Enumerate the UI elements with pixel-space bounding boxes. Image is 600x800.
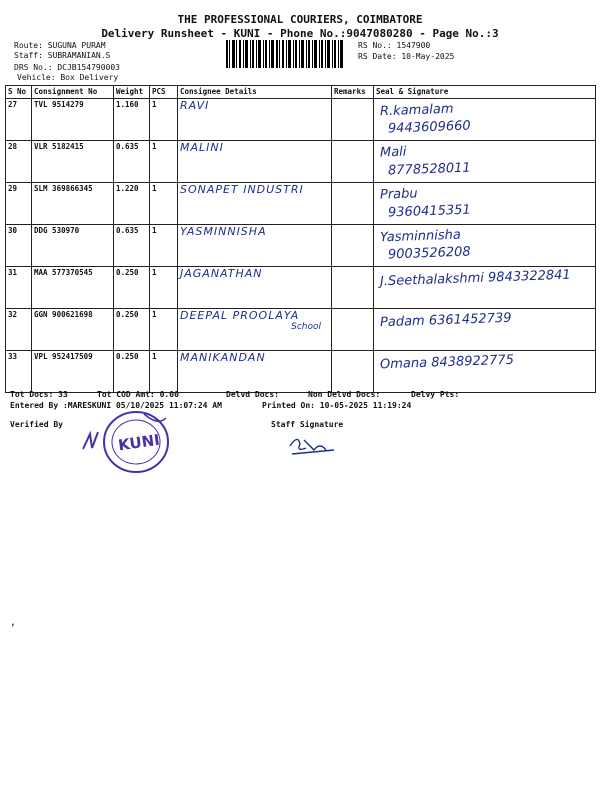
cell-consignment: MAA 577370545 <box>32 267 114 309</box>
consignee-name: SONAPET INDUSTRI <box>180 183 304 196</box>
recipient-signature: Prabu <box>379 186 418 203</box>
consignee-name: JAGANATHAN <box>180 267 263 280</box>
cell-consignee <box>178 99 332 141</box>
cell-consignee <box>178 183 332 225</box>
consignee-name: DEEPAL PROOLAYA <box>180 309 300 322</box>
recipient-signature: Yasminnisha <box>379 227 462 246</box>
col-header-pcs: PCS <box>150 86 178 99</box>
cell-sno: 30 <box>6 225 32 267</box>
cell-remarks <box>332 267 374 309</box>
document-title: THE PROFESSIONAL COURIERS, COIMBATORE <box>177 13 423 26</box>
printed-on: Printed On: 10-05-2025 11:19:24 <box>262 401 412 410</box>
consignee-name: MALINI <box>180 141 224 154</box>
cell-consignment: TVL 9514279 <box>32 99 114 141</box>
cell-remarks <box>332 141 374 183</box>
col-header-seal: Seal & Signature <box>374 86 596 99</box>
cell-pcs: 1 <box>150 225 178 267</box>
cell-seal-signature <box>374 351 596 393</box>
delvd-docs: Delvd Docs: <box>226 390 279 399</box>
table-row <box>6 141 596 183</box>
cell-remarks <box>332 183 374 225</box>
cell-weight: 1.160 <box>114 99 150 141</box>
table-row <box>6 183 596 225</box>
cell-seal-signature <box>374 267 596 309</box>
table-header-row <box>6 86 596 99</box>
cell-weight: 1.220 <box>114 183 150 225</box>
cell-weight: 0.250 <box>114 267 150 309</box>
cell-pcs: 1 <box>150 99 178 141</box>
tot-docs: Tot Docs: 33 <box>10 390 68 399</box>
vehicle-label: Vehicle: Box Delivery <box>17 73 119 82</box>
cell-sno: 32 <box>6 309 32 351</box>
table-row <box>6 267 596 309</box>
scan-mark: , <box>10 617 17 628</box>
cell-sno: 33 <box>6 351 32 393</box>
cell-pcs: 1 <box>150 267 178 309</box>
cell-seal-signature <box>374 141 596 183</box>
col-header-weight: Weight <box>114 86 150 99</box>
cell-remarks <box>332 225 374 267</box>
staff-signature-mark <box>286 432 346 457</box>
rs-number: RS No.: 1547900 <box>358 41 431 50</box>
barcode <box>226 40 344 68</box>
cell-consignment: VLR 5182415 <box>32 141 114 183</box>
recipient-phone: 9360415351 <box>387 202 471 221</box>
tot-cod: Tot COD Amt: 0.00 <box>97 390 179 399</box>
cell-consignee <box>178 351 332 393</box>
col-header-remarks: Remarks <box>332 86 374 99</box>
delvy-pts: Delvy Pts: <box>411 390 460 399</box>
rs-date: RS Date: 10-May-2025 <box>358 52 455 61</box>
cell-seal-signature <box>374 99 596 141</box>
cell-consignee <box>178 267 332 309</box>
cell-consignee <box>178 141 332 183</box>
cell-weight: 0.250 <box>114 309 150 351</box>
cell-pcs: 1 <box>150 183 178 225</box>
cell-pcs: 1 <box>150 309 178 351</box>
verified-by-label: Verified By <box>10 420 63 429</box>
cell-remarks <box>332 309 374 351</box>
cell-consignee <box>178 309 332 351</box>
cell-weight: 0.250 <box>114 351 150 393</box>
col-header-consignment: Consignment No <box>32 86 114 99</box>
cell-sno: 29 <box>6 183 32 225</box>
consignee-name: MANIKANDAN <box>180 351 266 364</box>
cell-pcs: 1 <box>150 351 178 393</box>
cell-seal-signature <box>374 225 596 267</box>
col-header-consignee: Consignee Details <box>178 86 332 99</box>
cell-consignment: GGN 900621698 <box>32 309 114 351</box>
consignee-name: YASMINNISHA <box>180 225 267 238</box>
entered-by: Entered By :MARESKUNI 05/10/2025 11:07:24 AM <box>10 401 222 410</box>
cell-remarks <box>332 99 374 141</box>
consignee-name: RAVI <box>180 99 210 112</box>
recipient-signature: Mali <box>379 144 407 161</box>
stamp-text: KUNI <box>117 430 161 455</box>
staff-label: Staff: SUBRAMANIAN.S <box>14 51 111 60</box>
route-label: Route: SUGUNA PURAM <box>14 41 106 50</box>
cell-remarks <box>332 351 374 393</box>
cell-weight: 0.635 <box>114 141 150 183</box>
cell-consignment: DDG 530970 <box>32 225 114 267</box>
recipient-phone: 9443609660 <box>387 118 471 137</box>
staff-signature-label: Staff Signature <box>271 420 344 429</box>
col-header-sno: S No <box>6 86 32 99</box>
cell-consignment: VPL 952417509 <box>32 351 114 393</box>
cell-sno: 27 <box>6 99 32 141</box>
table-row <box>6 225 596 267</box>
runsheet-table <box>5 85 596 393</box>
cell-sno: 28 <box>6 141 32 183</box>
table-row <box>6 309 596 351</box>
document-subtitle: Delivery Runsheet - KUNI - Phone No.:9047080280 - Page No.:3 <box>101 27 499 40</box>
table-row <box>6 351 596 393</box>
recipient-phone: 8778528011 <box>387 160 471 179</box>
kuni-stamp <box>78 404 188 484</box>
recipient-signature: Padam 6361452739 <box>379 310 512 331</box>
consignee-extra: School <box>291 322 321 332</box>
cell-seal-signature <box>374 309 596 351</box>
cell-consignee <box>178 225 332 267</box>
recipient-signature: J.Seethalakshmi 9843322841 <box>379 267 571 290</box>
non-delvd-docs: Non Delvd Docs: <box>308 390 381 399</box>
cell-sno: 31 <box>6 267 32 309</box>
cell-pcs: 1 <box>150 141 178 183</box>
cell-seal-signature <box>374 183 596 225</box>
recipient-signature: Omana 8438922775 <box>379 352 515 373</box>
drs-number: DRS No.: DCJB154790003 <box>14 63 120 72</box>
recipient-signature: R.kamalam <box>379 101 454 120</box>
cell-consignment: SLM 369866345 <box>32 183 114 225</box>
cell-weight: 0.635 <box>114 225 150 267</box>
recipient-phone: 9003526208 <box>387 244 471 263</box>
table-row <box>6 99 596 141</box>
